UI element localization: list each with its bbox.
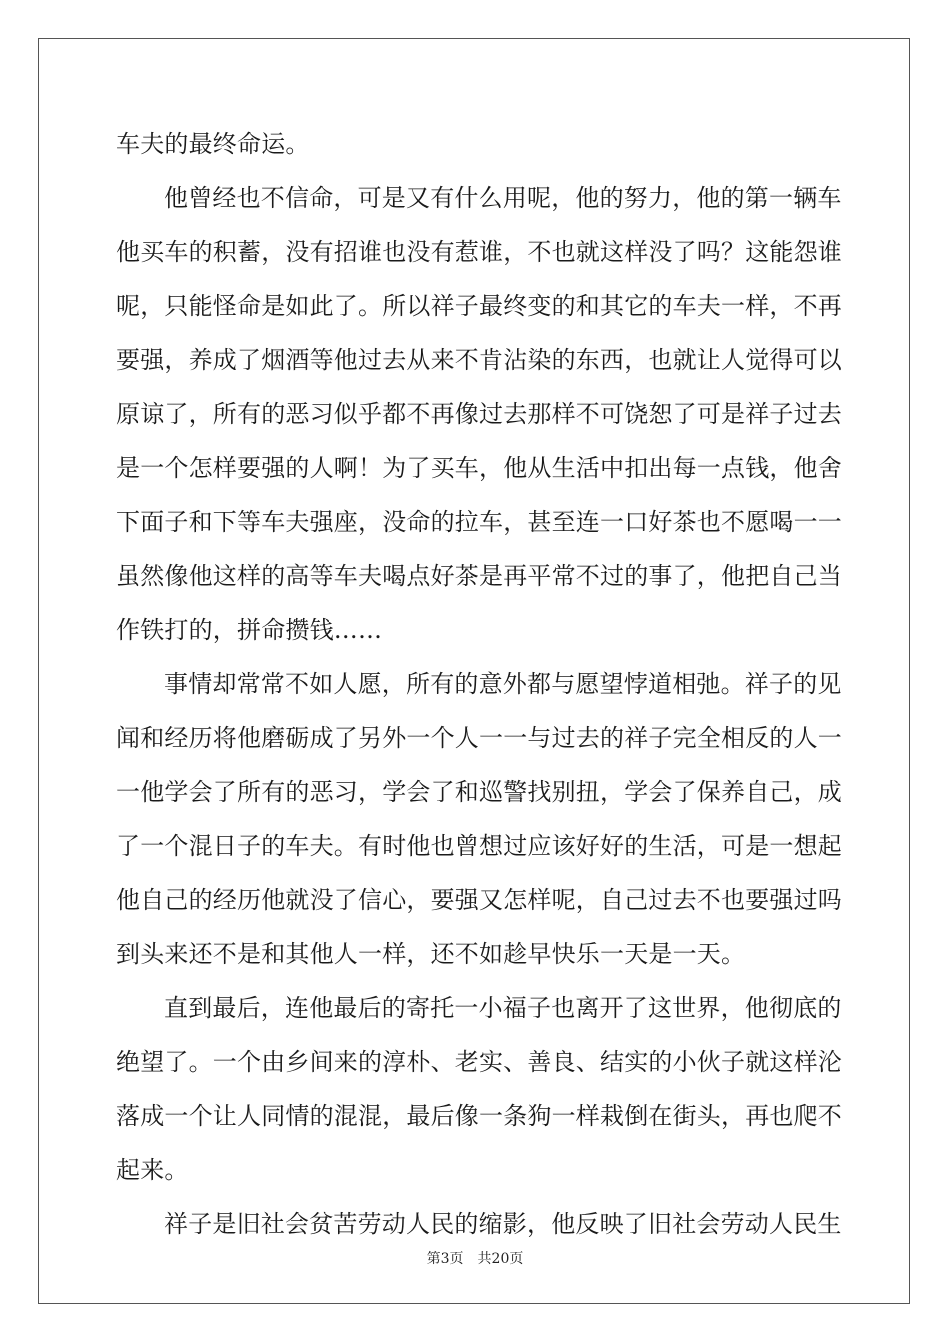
text-line: 起来。 <box>116 1156 189 1184</box>
text-line: 要强，养成了烟酒等他过去从来不肯沾染的东西，也就让人觉得可以 <box>116 346 842 374</box>
current-page-number: 第3页 <box>426 1251 464 1267</box>
total-pages: 共20页 <box>477 1251 524 1267</box>
text-line: 他曾经也不信命，可是又有什么用呢，他的努力，他的第一辆车 <box>164 184 842 212</box>
page-footer <box>0 1248 950 1268</box>
text-line: 他自己的经历他就没了信心，要强又怎样呢，自己过去不也要强过吗 <box>116 886 842 914</box>
text-line: 作铁打的，拼命攒钱…… <box>116 616 383 644</box>
text-line: 了一个混日子的车夫。有时他也曾想过应该好好的生活，可是一想起 <box>116 832 842 860</box>
text-line: 虽然像他这样的高等车夫喝点好茶是再平常不过的事了，他把自己当 <box>116 562 842 590</box>
text-line: 到头来还不是和其他人一样，还不如趁早快乐一天是一天。 <box>116 940 746 968</box>
text-line: 事情却常常不如人愿，所有的意外都与愿望悖道相弛。祥子的见 <box>164 670 842 698</box>
text-line: 原谅了，所有的恶习似乎都不再像过去那样不可饶恕了可是祥子过去 <box>116 400 842 428</box>
text-line: 闻和经历将他磨砺成了另外一个人一一与过去的祥子完全相反的人一 <box>116 724 842 752</box>
text-line: 车夫的最终命运。 <box>116 130 310 158</box>
text-line: 他买车的积蓄，没有招谁也没有惹谁，不也就这样没了吗？这能怨谁 <box>116 238 842 266</box>
text-line: 落成一个让人同情的混混，最后像一条狗一样栽倒在街头，再也爬不 <box>116 1102 842 1130</box>
text-line: 绝望了。一个由乡间来的淳朴、老实、善良、结实的小伙子就这样沦 <box>116 1048 842 1076</box>
text-line: 下面子和下等车夫强座，没命的拉车，甚至连一口好茶也不愿喝一一 <box>116 508 842 536</box>
text-line: 祥子是旧社会贫苦劳动人民的缩影，他反映了旧社会劳动人民生 <box>164 1210 842 1238</box>
text-line: 是一个怎样要强的人啊！为了买车，他从生活中扣出每一点钱，他舍 <box>116 454 842 482</box>
text-line: 一他学会了所有的恶习，学会了和巡警找别扭，学会了保养自己，成 <box>116 778 842 806</box>
text-line: 直到最后，连他最后的寄托一小福子也离开了这世界，他彻底的 <box>164 994 842 1022</box>
text-line: 呢，只能怪命是如此了。所以祥子最终变的和其它的车夫一样，不再 <box>116 292 842 320</box>
